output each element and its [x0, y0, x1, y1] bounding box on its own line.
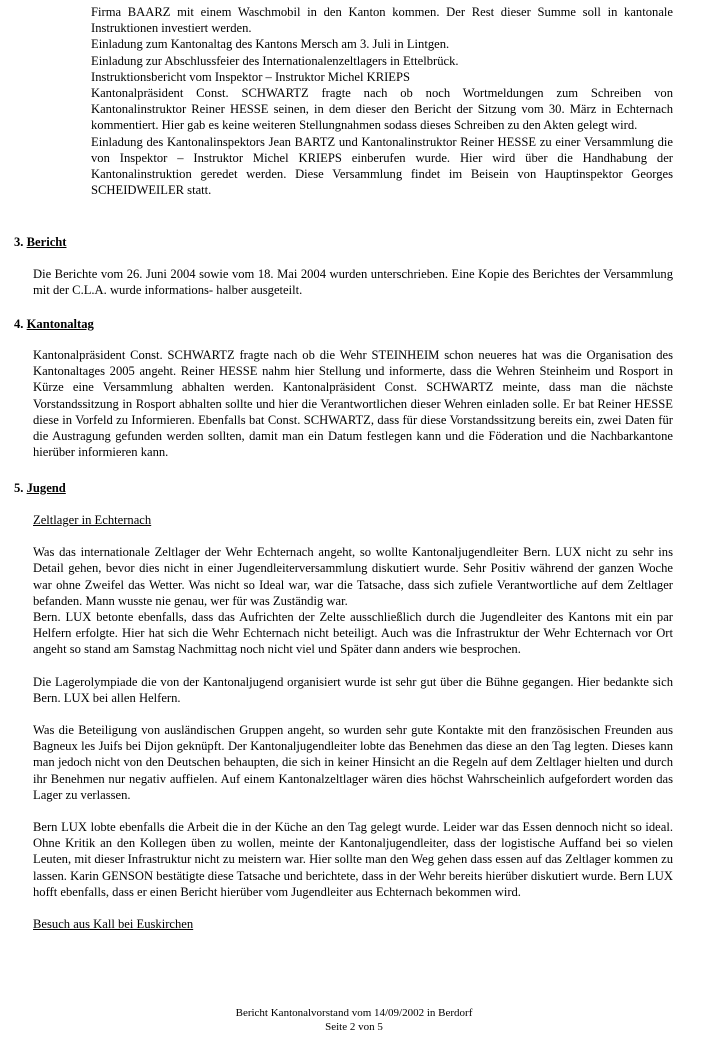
intro-line: Einladung des Kantonalinspektors Jean BARTZ und Kantonalinstruktor Reiner HESSE zu einer Versammlung die von Inspektor – Instruktor Michel KRIEPS einberufen wurde. Hier wird über die Handhabung der Kantonalinstruktion geredet werden. Diese Versammlung findet im Beisein von Hauptinspektor Georges SCHEIDWEILER statt.	[91, 134, 673, 198]
page-total: 5	[377, 1020, 383, 1033]
section-title: Jugend	[26, 481, 66, 495]
subheading-besuch: Besuch aus Kall bei Euskirchen	[33, 917, 194, 932]
section-title: Kantonaltag	[26, 317, 94, 331]
intro-line: Instruktionsbericht vom Inspektor – Instruktor Michel KRIEPS	[91, 69, 411, 84]
section-number: 4.	[14, 317, 24, 331]
page-footer	[0, 1007, 708, 1034]
page-number-line	[0, 1021, 708, 1035]
page-of: von	[358, 1020, 375, 1033]
paragraph: Bern. LUX betonte ebenfalls, dass das Aufrichten der Zelte ausschließlich durch die Jugendleiter des Kantons mit ein par Helfern erfolgte. Hier hat sich die Wehr Echternach nicht beteiligt. Auch was die Infrastruktur der Wehr Echternach vor Ort angeht so stand am Samstag Nachmittag noch nicht viel und Später dann anders wie besprochen.	[33, 610, 673, 657]
paragraph: Die Berichte vom 26. Juni 2004 sowie vom 18. Mai 2004 wurden unterschrieben. Eine Kopie des Berichtes der Versammlung mit der C.L.A. wurde informations- halber ausgeteilt.	[33, 267, 673, 298]
footer-title: Bericht Kantonalvorstand vom 14/09/2002 in Berdorf	[235, 1007, 473, 1019]
intro-line: Firma BAARZ mit einem Waschmobil in den Kanton kommen. Der Rest dieser Summe soll in kantonale Instruktionen investiert werden.	[91, 5, 673, 36]
intro-line: Kantonalpräsident Const. SCHWARTZ fragte nach ob noch Wortmeldungen zum Schreiben von Kantonalinstruktor Reiner HESSE seinen, in dem dieser den Bericht der Sitzung vom 30. März in Echternach kommentiert. Hier gab es keine weiteren Stellungnahmen sodass dieses Schreiben zu den Akten gelegt wird.	[91, 86, 673, 133]
section-heading-kantonaltag	[14, 316, 94, 332]
section-body-bericht	[33, 266, 673, 298]
paragraph: Kantonalpräsident Const. SCHWARTZ fragte nach ob die Wehr STEINHEIM schon neueres hat was die Organisation des Kantonaltages 2005 angeht. Reiner HESSE nahm hier Stellung und informerte, dass die Wehren Steinheim und Rosport in Kürze eine Versammlung abhalten werden. Kantonalpräsident Const. SCHWARTZ meinte, dass man die nächste Vorstandssitzung in Rosport abhalten sollte und hier die Verantwortlichen dieser Wehren einladen solle. Er bat Reiner HESSE diese in Vorfeld zu Informieren. Ebenfalls bat Const. SCHWARTZ, dass für diese Vorstandssitzung bereits ein, zwei Daten für die Austragung gefunden werden sollten, damit man ein Datum festlegen kann und die Föderation und die Nachbarkantone hierüber informieren kann.	[33, 348, 673, 460]
intro-line: Einladung zur Abschlussfeier des Internationalenzeltlagers in Ettelbrück.	[91, 53, 459, 68]
intro-list	[91, 4, 673, 198]
page-number: 2	[349, 1020, 356, 1033]
section-number: 5.	[14, 481, 24, 495]
paragraph: Bern LUX lobte ebenfalls die Arbeit die in der Küche an den Tag gelegt wurde. Leider war das Essen dennoch nicht so ideal. Ohne Kritik an den Kollegen üben zu wollen, meinte der Kantonaljugendleiter, dass der logistische Auffand bei so vielen Leuten, mit dieser Infrastruktur nicht zu meistern war. Hier sollte man den Weg gehen dass essen auf das Zeltlager kommen zu lassen. Karin GENSON bestätigte diese Tatsache und berichtete, dass in der Wehr bereits hierüber diskutiert wurde. Bern LUX hofft ebenfalls, dass er einen Bericht hierüber vom Jugendleiter aus Echternach bekommen wird.	[33, 820, 673, 899]
section-number: 3.	[14, 235, 24, 249]
section-body-kantonaltag	[33, 347, 673, 460]
section-heading-bericht	[14, 234, 66, 250]
page-prefix: Seite	[325, 1020, 348, 1033]
paragraph: Was die Beteiligung von ausländischen Gruppen angeht, so wurden sehr gute Kontakte mit den französischen Freunden aus Bagneux les Juifs bei Dijon geknüpft. Der Kantonaljugendleiter lobte das Benehmen das diese an den Tag legten. Dieses kann man jedoch nicht von den Deutschen behaupten, die sich in keiner Hinsicht an die Regeln auf dem Zeltlager hielten und durch ihr Benehmen nur negativ auffielen. Auf einem Kantonalzeltlager wären dies höchst Wahrscheinlich aufgefordert worden das Lager zu verlassen.	[33, 723, 673, 802]
paragraph: Die Lagerolympiade die von der Kantonaljugend organisiert wurde ist sehr gut über die Bühne gegangen. Hier bedankte sich Bern. LUX bei allen Helfern.	[33, 674, 673, 705]
section-title: Bericht	[26, 235, 67, 249]
intro-line: Einladung zum Kantonaltag des Kantons Mersch am 3. Juli in Lintgen.	[91, 37, 450, 52]
paragraph: Was das internationale Zeltlager der Wehr Echternach angeht, so wollte Kantonaljugendleiter Bern. LUX nicht zu sehr ins Detail gehen, bevor dies nicht in einer Jugendleiterversammlung diskutiert wurde. Sehr Positiv während der ganzen Woche war ohne Zweifel das Wetter. Was nicht so Ideal war, war die Tatsache, dass sich zufiele Verantwortliche auf dem Zeltlager befanden. Mann wusste nie genau, wer für was Zuständig war.	[33, 545, 673, 608]
section-body-jugend	[33, 512, 673, 932]
section-heading-jugend	[14, 480, 66, 496]
subheading-zeltlager: Zeltlager in Echternach	[33, 513, 152, 527]
